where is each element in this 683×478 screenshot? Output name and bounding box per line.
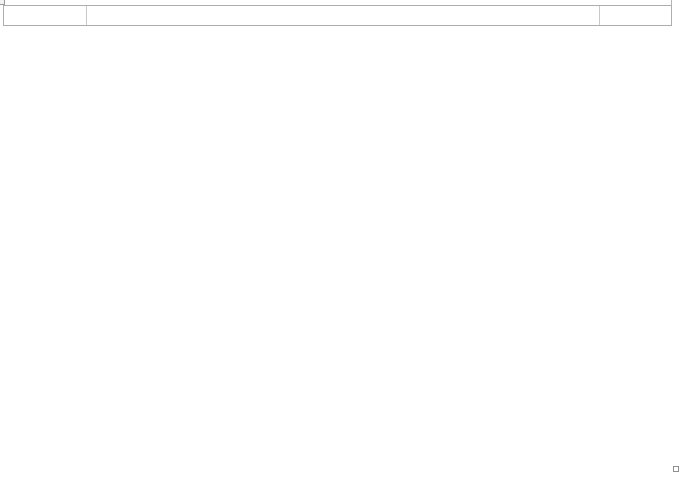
header-cell-position[interactable] (4, 6, 87, 25)
table-resize-handle[interactable] (673, 466, 679, 472)
table-header-row (4, 6, 671, 25)
header-cell-majors[interactable] (87, 6, 600, 25)
header-cell-count[interactable] (600, 6, 671, 25)
recruitment-table (3, 5, 672, 26)
